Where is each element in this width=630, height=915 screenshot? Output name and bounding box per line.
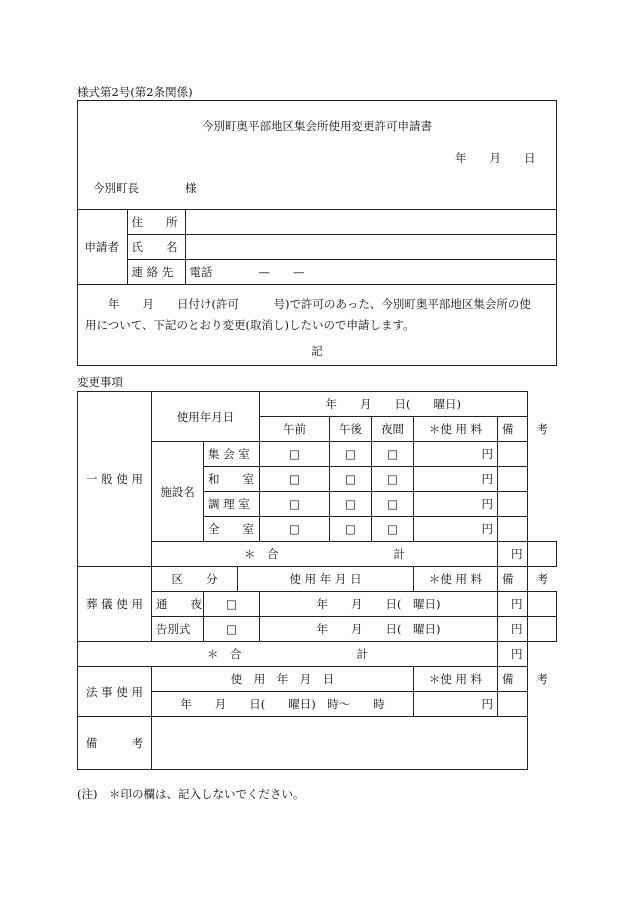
room3-night-checkbox[interactable]: □ [372, 492, 414, 517]
form-title: 今別町奥平部地区集会所使用変更許可申請書 [202, 119, 432, 133]
funeral-col-date: 使 用 年 月 日 [238, 567, 414, 592]
col-am: 午前 [260, 417, 330, 442]
funeral-col-fee: ＊使 用 料 [414, 567, 498, 592]
address-field[interactable] [185, 210, 557, 235]
remarks-label: 備 考 [78, 717, 152, 770]
col-pm: 午後 [330, 417, 372, 442]
room-label: 和 室 [204, 467, 260, 492]
funeral-total-label: ＊ 合 計 [78, 642, 498, 667]
room3-remarks[interactable] [498, 492, 527, 517]
remarks-field[interactable] [152, 717, 528, 770]
funeral-row2-date[interactable]: 年 月 日( 曜日) [260, 617, 498, 642]
room2-remarks[interactable] [498, 467, 527, 492]
funeral-row-label: 通 夜 [152, 592, 204, 617]
general-total-remarks[interactable] [527, 542, 556, 567]
room1-remarks[interactable] [498, 442, 527, 467]
facility-label: 施設名 [152, 442, 204, 542]
funeral-row1-remarks[interactable] [527, 592, 556, 617]
room1-am-checkbox[interactable]: □ [260, 442, 330, 467]
contact-field[interactable]: 電話 — — [185, 260, 557, 285]
ki-label: 記 [311, 344, 323, 358]
room1-fee: 円 [414, 442, 498, 467]
col-kubun: 区 分 [152, 567, 238, 592]
change-table [77, 391, 557, 770]
date-line: 年 月 日 [455, 151, 536, 165]
general-total-fee: 円 [498, 542, 527, 567]
funeral-row1-fee: 円 [498, 592, 527, 617]
footnote: (注) ＊印の欄は、記入しないでください。 [77, 787, 305, 801]
room4-am-checkbox[interactable]: □ [260, 517, 330, 542]
funeral-total-fee: 円 [498, 642, 527, 667]
general-date-value[interactable]: 年 月 日( 曜日) [260, 392, 527, 417]
room-label: 集 会 室 [204, 442, 260, 467]
room-label: 調 理 室 [204, 492, 260, 517]
funeral-row-label: 告別式 [152, 617, 204, 642]
body-text-line-1: 年 月 日付け(許可 号)で許可のあった、今別町奥平部地区集会所の使 [85, 297, 531, 311]
room1-pm-checkbox[interactable]: □ [330, 442, 372, 467]
funeral-header: 葬 儀 使 用 [78, 567, 152, 642]
room4-night-checkbox[interactable]: □ [372, 517, 414, 542]
section-label: 変更事項 [77, 375, 123, 389]
body-text-line-2: 用について、下記のとおり変更(取消し)したいので申請します。 [85, 318, 415, 332]
room3-am-checkbox[interactable]: □ [260, 492, 330, 517]
memorial-col-fee: ＊使 用 料 [414, 667, 498, 692]
room2-am-checkbox[interactable]: □ [260, 467, 330, 492]
room4-fee: 円 [414, 517, 498, 542]
name-field[interactable] [185, 235, 557, 260]
room2-fee: 円 [414, 467, 498, 492]
name-label: 氏 名 [127, 235, 185, 260]
applicant-table [77, 209, 557, 285]
general-header: 一 般 使 用 [78, 392, 152, 567]
contact-label: 連 絡 先 [127, 260, 185, 285]
form-label: 様式第2号(第2条関係) [77, 85, 193, 99]
room-label: 全 室 [204, 517, 260, 542]
memorial-col-date: 使 用 年 月 日 [152, 667, 414, 692]
room2-pm-checkbox[interactable]: □ [330, 467, 372, 492]
memorial-fee: 円 [414, 692, 498, 717]
memorial-col-remarks: 備 考 [498, 667, 527, 692]
general-total-label: ＊ 合 計 [152, 542, 498, 567]
col-remarks: 備 考 [498, 417, 527, 442]
addressee: 今別町長 様 [93, 181, 197, 195]
funeral-row2-remarks[interactable] [527, 617, 556, 642]
funeral-row2-checkbox[interactable]: □ [204, 617, 260, 642]
col-night: 夜間 [372, 417, 414, 442]
room1-night-checkbox[interactable]: □ [372, 442, 414, 467]
room4-pm-checkbox[interactable]: □ [330, 517, 372, 542]
memorial-date-value[interactable]: 年 月 日( 曜日) 時〜 時 [152, 692, 414, 717]
room4-remarks[interactable] [498, 517, 527, 542]
memorial-remarks[interactable] [498, 692, 527, 717]
funeral-row2-fee: 円 [498, 617, 527, 642]
col-fee: ＊使 用 料 [414, 417, 498, 442]
general-date-label: 使用年月日 [152, 392, 260, 442]
room3-fee: 円 [414, 492, 498, 517]
funeral-row1-checkbox[interactable]: □ [204, 592, 260, 617]
memorial-header: 法 事 使 用 [78, 667, 152, 717]
address-label: 住 所 [127, 210, 185, 235]
room2-night-checkbox[interactable]: □ [372, 467, 414, 492]
applicant-header: 申請者 [77, 210, 127, 285]
room3-pm-checkbox[interactable]: □ [330, 492, 372, 517]
funeral-col-remarks: 備 考 [498, 567, 527, 592]
funeral-row1-date[interactable]: 年 月 日( 曜日) [260, 592, 498, 617]
